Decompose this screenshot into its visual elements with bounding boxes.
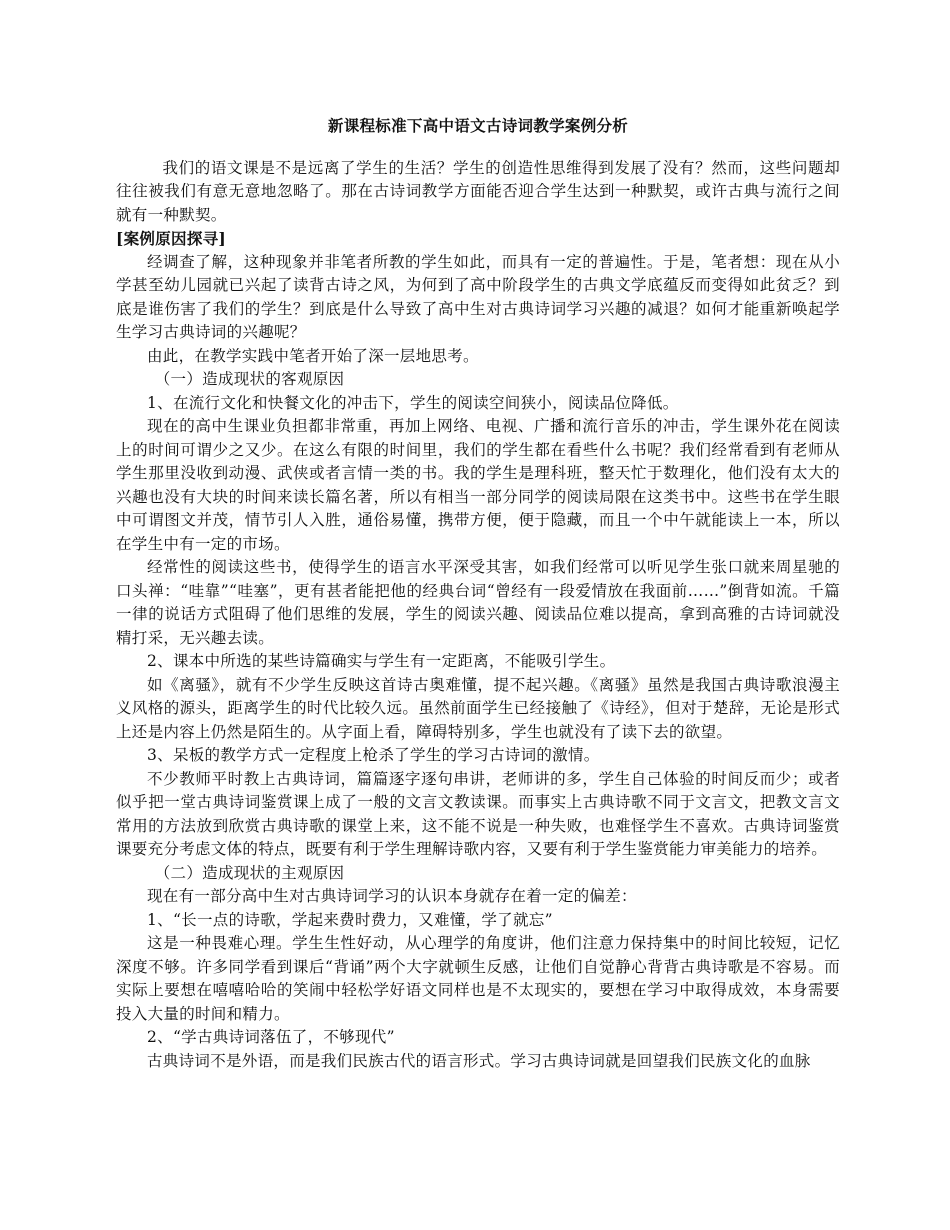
quote-2-paragraph: 古典诗词不是外语，而是我们民族古代的语言形式。学习古典诗词就是回望我们民族文化的血脉 xyxy=(147,1051,811,1070)
point-2-paragraph: 如《离骚》，就有不少学生反映这首诗古奥难懂，提不起兴趣。《离骚》虽然是我国古典诗歌浪漫主义风格的源头，距离学生的时代比较久远。虽然前面学生已经接触了《诗经》，但对于楚辞，无论是形式上还是内容上仍然是陌生的。从字面上看，障碍特别多，学生也就没有了读下去的欲望。 xyxy=(116,675,840,741)
subjective-intro-paragraph: 现在有一部分高中生对古典诗词学习的认识本身就存在着一定的偏差： xyxy=(147,887,637,905)
section-heading: [案例原因探寻] xyxy=(116,229,227,248)
document-body xyxy=(116,114,840,1073)
point-3: 3、呆板的教学方式一定程度上枪杀了学生的学习古诗词的激情。 xyxy=(147,746,600,764)
therefore-paragraph: 由此，在教学实践中笔者开始了深一层地思考。 xyxy=(147,346,479,365)
point-1: 1、在流行文化和快餐文化的冲击下，学生的阅读空间狭小，阅读品位降低。 xyxy=(147,393,679,412)
quote-1-paragraph: 这是一种畏难心理。学生生性好动，从心理学的角度讲，他们注意力保持集中的时间比较短，记忆深度不够。许多同学看到课后“背诵”两个大字就顿生反感，让他们自觉静心背背古典诗歌是不容易。而实际上要想在嘻嘻哈哈的笑闹中轻松学好语文同样也是不太现实的，要想在学习中取得成效，本身需要投入大量的时间和精力。 xyxy=(116,934,840,1023)
survey-paragraph: 经调查了解，这种现象并非笔者所教的学生如此，而具有一定的普遍性。于是，笔者想：现在从小学甚至幼儿园就已兴起了读背古诗之风，为何到了高中阶段学生的古典文学底蕴反而变得如此贫乏？到底是谁伤害了我们的学生？到底是什么导致了高中生对古典诗词学习兴趣的减退？如何才能重新唤起学生学习古典诗词的兴趣呢？ xyxy=(116,252,840,341)
point-2: 2、课本中所选的某些诗篇确实与学生有一定距离，不能吸引学生。 xyxy=(147,652,616,670)
subjective-causes-heading: （二）造成现状的主观原因 xyxy=(154,863,345,882)
intro-paragraph: 我们的语文课是不是远离了学生的生活？学生的创造性思维得到发展了没有？然而，这些问题却往往被我们有意无意地忽略了。那在古诗词教学方面能否迎合学生达到一种默契，或许古典与流行之间就有一种默契。 xyxy=(116,158,840,224)
quote-1: 1、“长一点的诗歌，学起来费时费力，又难懂，学了就忘” xyxy=(147,910,553,929)
document-title: 新课程标准下高中语文古诗词教学案例分析 xyxy=(327,116,629,135)
point-1-paragraph-b: 经常性的阅读这些书，使得学生的语言水平深受其害，如我们经常可以听见学生张口就来周星驰的口头禅：“哇靠”“哇塞”，更有甚者能把他的经典台词“曾经有一段爱情放在我面前……”倒背如流。千篇一律的说话方式阻碍了他们思维的发展，学生的阅读兴趣、阅读品位难以提高，拿到高雅的古诗词就没精打采，无兴趣去读。 xyxy=(116,558,840,647)
objective-causes-heading: （一）造成现状的客观原因 xyxy=(154,370,345,388)
quote-2: 2、“学古典诗词落伍了，不够现代” xyxy=(147,1028,395,1046)
point-3-paragraph: 不少教师平时教上古典诗词，篇篇逐字逐句串讲，老师讲的多，学生自己体验的时间反而少；或者似乎把一堂古典诗词鉴赏课上成了一般的文言文教读课。而事实上古典诗歌不同于文言文，把教文言文常用的方法放到欣赏古典诗歌的课堂上来，这不能不说是一种失败，也难怪学生不喜欢。古典诗词鉴赏课要充分考虑文体的特点，既要有利于学生理解诗歌内容，又要有利于学生鉴赏能力审美能力的培养。 xyxy=(116,769,840,858)
point-1-paragraph-a: 现在的高中生课业负担都非常重，再加上网络、电视、广播和流行音乐的冲击，学生课外花在阅读上的时间可谓少之又少。在这么有限的时间里，我们的学生都在看些什么书呢？我们经常看到有老师从学生那里没收到动漫、武侠或者言情一类的书。我的学生是理科班，整天忙于数理化，他们没有太大的兴趣也没有大块的时间来读长篇名著，所以有相当一部分同学的阅读局限在这类书中。这些书在学生眼中可谓图文并茂，情节引人入胜，通俗易懂，携带方便，便于隐藏，而且一个中午就能读上一本，所以在学生中有一定的市场。 xyxy=(116,417,840,553)
